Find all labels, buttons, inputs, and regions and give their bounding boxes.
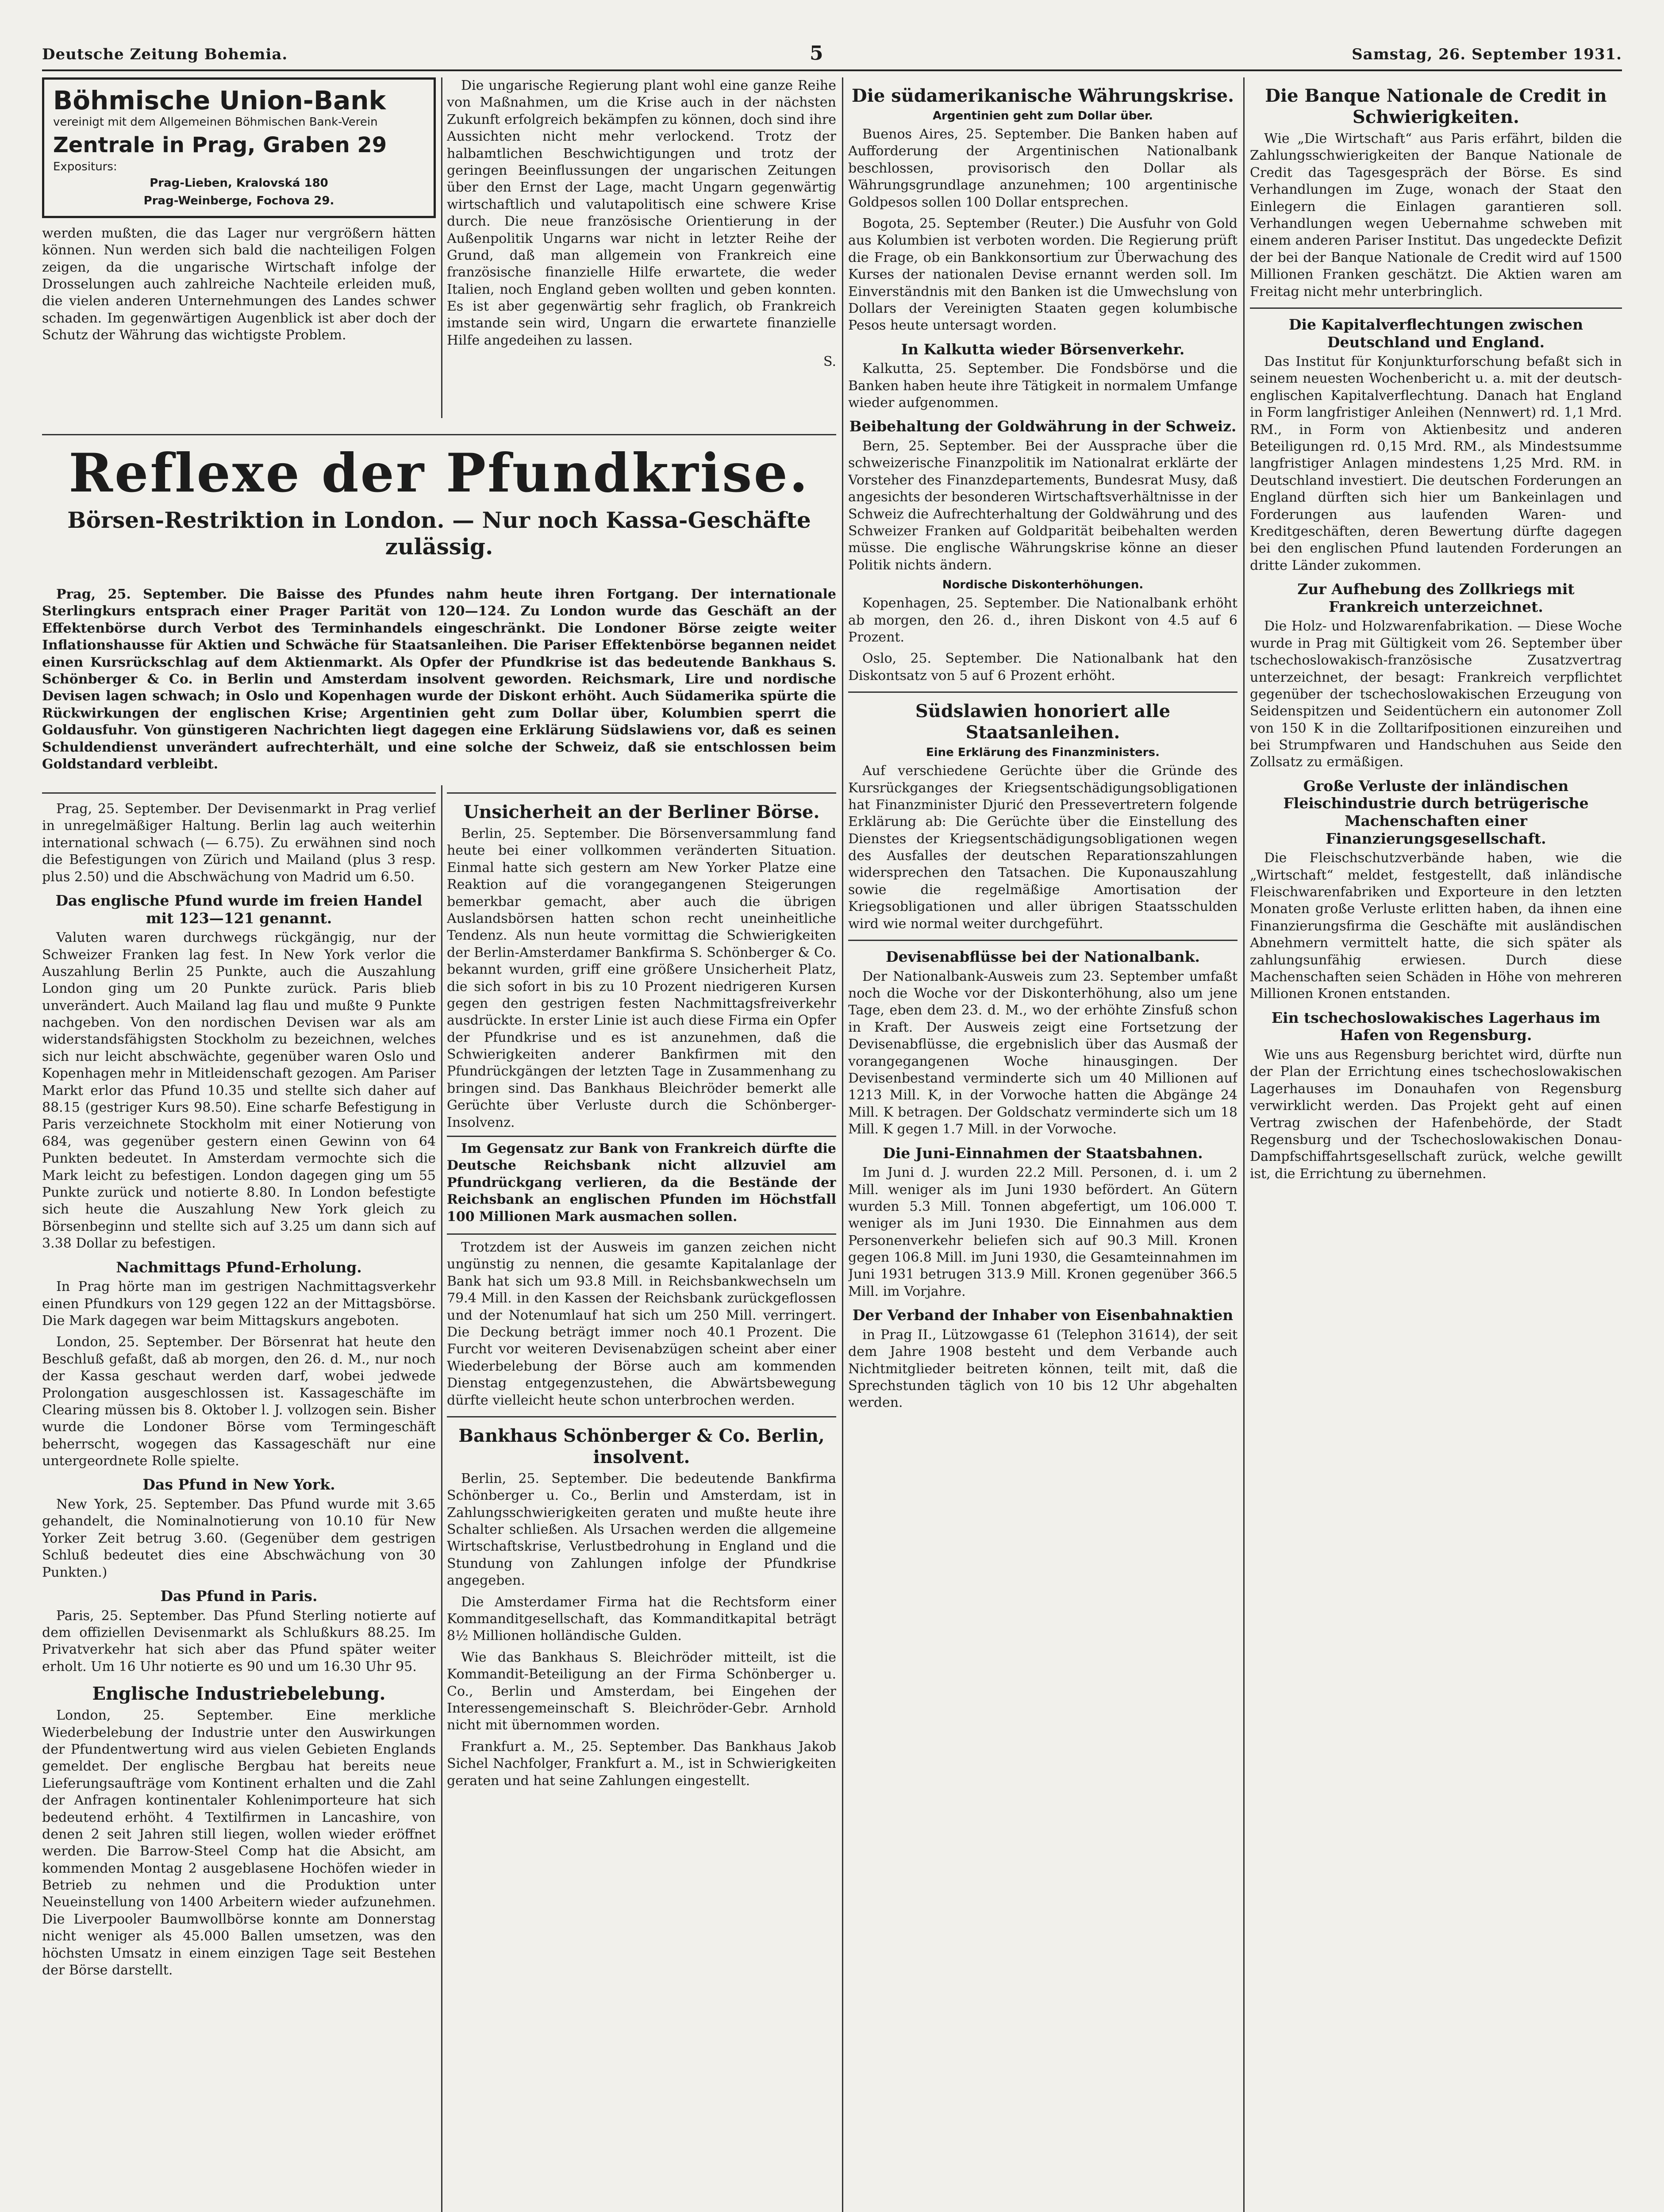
article-text: Berlin, 25. September. Die Börsenversammlung fand heute bei einer vollkommen veränderten Situation. Einmal hatte sich gestern am New Yorker Platze eine Reaktion auf die vorangegangenen Steigerungen bemerkbar gemacht, aber auch die übrigen Auslandsbörsen hatten schon recht uneinheitliche Tendenz. Als nun heute vormittag die Schwierigkeiten der Berlin-Amsterdamer Bankfirma S. Schönberger & Co. bekannt wurden, griff eine größere Unsicherheit Platz, die sich sofort in bis zu 10 Prozent niedrigeren Kursen gegen den gestrigen festen Nachmittagsfreiverkehr ausdrückte. In erster Linie ist auch diese Firma ein Opfer der Pfundkrise und es ist anzunehmen, daß die Schwierigkeiten anderer Bankfirmen mit den Pfundrückgängen der letzten Tage in Zusammenhang zu bringen sind. Das Bankhaus Bleichröder bemerkt alle Gerüchte über Verluste durch die Schönberger-Insolvenz. [447,826,836,1130]
article-text: Oslo, 25. September. Die Nationalbank hat den Diskontsatz von 5 auf 6 Prozent erhöht. [848,651,1237,684]
section-heading: Das Pfund in New York. [142,1476,335,1494]
section-heading: Bankhaus Schönberger & Co. Berlin, insolvent. [458,1425,825,1467]
article-text: In Prag hörte man im gestrigen Nachmittagsverkehr einen Pfundkurs von 129 gegen 122 an der Mittagsbörse. Die Mark dagegen war beim Mittagskurs angeboten. [42,1279,436,1329]
article-text: Paris, 25. September. Das Pfund Sterling notierte auf dem offiziellen Devisenmarkt als Schlußkurs 88.25. Im Privatverkehr hat sich aber das Pfund später weiter erholt. Um 16 Uhr notierte es 90 und um 16.30 Uhr 95. [42,1608,436,1674]
column-rule [1243,77,1245,2212]
main-subheadline: Börsen-Restriktion in London. — Nur noch Kassa-Geschäfte zulässig. [67,507,811,560]
article-text: Frankfurt a. M., 25. September. Das Bankhaus Jakob Sichel Nachfolger, Frankfurt a. M., ist in Schwierigkeiten geraten und hat seine Zahlungen eingestellt. [447,1739,836,1789]
article-text: Die ungarische Regierung plant wohl eine ganze Reihe von Maßnahmen, um die Krise auch in der nächsten Zukunft erfolgreich bekämpfen zu können, doch sind ihre Aussichten nicht mehr verlockend. Trotz der halbamtlichen Beschwichtigungen und trotz der geringen Beeinflussungen der ungarischen Zeitungen über den Ernst der Lage, macht Ungarn gegenwärtig wirtschaftlich und valutapolitisch eine schwere Krise durch. Die neue französische Orientierung in der Außenpolitik Ungarns war nicht in letzter Reihe der Grund, daß man allgemein von Frankreich eine französische finanzielle Hilfe erwartete, die weder Italien, noch England geben wollten und geben konnten. Es ist aber gegenwärtig sehr fraglich, ob Frankreich imstande sein wird, Ungarn die erwartete finanzielle Hilfe angedeihen zu lassen. [447,78,836,348]
article-text: Prag, 25. September. Der Devisenmarkt in Prag verlief in unregelmäßiger Haltung. Berlin lag auch weiterhin international schwach (— 6.75). Zu erwähnen sind noch die Befestigungen von Zürich und Mailand (plus 3 resp. plus 2.50) und die Abschwächung von Madrid um 6.50. [42,801,436,885]
section-heading: Devisenabflüsse bei der Nationalbank. [885,948,1200,966]
ad-branch-1: Prag-Lieben, Kralovská 180 [150,177,328,190]
separator [848,940,1237,941]
ad-subtitle: vereinigt mit dem Allgemeinen Böhmischen Bank-Verein [53,115,378,129]
ad-headquarters: Zentrale in Prag, Graben 29 [53,133,387,158]
highlight-text: Im Gegensatz zur Bank von Frankreich dürfte die Deutsche Reichsbank nicht allzuviel am Pfundrückgang verlieren, da die Bestände der Reichsbank an englischen Pfunden im Höchstfall 100 Millionen Mark ausmachen sollen. [447,1141,836,1225]
column-1-top [42,77,436,409]
section-subheading: Argentinien geht zum Dollar über. [932,109,1153,123]
article-text: Buenos Aires, 25. September. Die Banken haben auf Aufforderung der Argentinischen Nationalbank beschlossen, provisorisch den Dollar als Währungsgrundlage anzunehmen; 100 argentinische Goldpesos sollen 100 Dollar entsprechen. [848,127,1237,210]
article-text: Die Fleischschutzverbände haben, wie die „Wirtschaft“ meldet, festgestellt, daß inländische Fleischwarenfabriken und Exporteure in den letzten Monaten große Verluste erlitten haben, da ihnen eine Finanzierungsfirma die Geschäfte mit ausländischen Abnehmern vermittelt hatte, die sich später als zahlungsunfähig erwiesen. Durch diese Machenschaften seien Schäden in Höhe von mehreren Millionen Kronen entstanden. [1250,850,1622,1002]
article-text: werden mußten, die das Lager nur vergrößern hätten können. Nun werden sich bald die nachteiligen Folgen zeigen, da die ungarische Wirtschaft infolge der Drosselungen auch zahlreiche Nachteile erleiden muß, die vielen anderen Unternehmungen des Landes schwer schaden. Im gegenwärtigen Augenblick ist aber doch der Schutz der Währung das wichtigste Problem. [42,225,436,343]
article-text: Kalkutta, 25. September. Die Fondsbörse und die Banken haben heute ihre Tätigkeit in normalem Umfange wieder aufgenommen. [848,361,1237,411]
section-heading: Ein tschechoslowakisches Lagerhaus im Hafen von Regensburg. [1271,1009,1601,1044]
article-text: Das Institut für Konjunkturforschung befaßt sich in seinem neuesten Wochenbericht u. a. mit der deutsch-englischen Kapitalverflechtung. Danach hat England in Form langfristiger Anleihen (Nennwert) rd. 1,1 Mrd. RM., in Form von Aktienbesitz und anderen Beteiligungen rd. 0,15 Mrd. RM., als Mindestsumme langfristiger Anlagen mindestens 1,25 Mrd. RM. in Deutschland investiert. Die deutschen Forderungen an England dürften sich hier um Bankeinlagen und Forderungen aus laufenden Waren- und Kreditgeschäften, deren Bewertung dürfte dagegen bei den englischen Pfund lautenden Forderungen an dritte Länder zukommen. [1250,354,1622,573]
article-text: Der Nationalbank-Ausweis zum 23. September umfaßt noch die Woche vor der Diskonterhöhung, also um jene Tage, eben dem 23. d. M., wo der erhöhte Zinsfuß schon in Kraft. Der Ausweis zeigt eine Fortsetzung der Devisenabflüsse, die ergebnislich über das Ausmaß der vorangegangenen Woche hinausgingen. Der Devisenbestand verminderte sich um 40 Millionen auf 1213 Mill. K, in der Vorwoche hatten die Abgänge 24 Mill. K betragen. Der Goldschatz verminderte sich um 18 Mill. K gegen 1.7 Mill. in der Vorwoche. [848,968,1237,1137]
highlight-box [447,1136,836,1235]
section-heading: Die Banque Nationale de Credit in Schwierigkeiten. [1265,85,1607,127]
section-subheading: Nordische Diskonterhöhungen. [942,578,1144,592]
main-headline: Reflexe der Pfundkrise. [69,442,810,504]
article-text: London, 25. September. Der Börsenrat hat heute den Beschluß gefaßt, daß ab morgen, den 26. d. M., nur noch der Kassa geschaut werden darf, wobei jedwede Prolongation ausgeschlossen ist. Kassageschäfte im Clearing müssen bis 8. Oktober l. J. vollzogen sein. Bisher wurde die Londoner Börse vom Termingeschäft beherrscht, wogegen das Kassageschäft nur eine untergeordnete Rolle spielte. [42,1334,436,1469]
article-text: Valuten waren durchwegs rückgängig, nur der Schweizer Franken lag fest. In New York verlor die Auszahlung Berlin 25 Punkte, auch die Auszahlung London ging um 20 Punkte zurück. Paris blieb unverändert. Auch Mailand lag flau und mußte 9 Punkte nachgeben. Von den nordischen Devisen war als am widerstandsfähigsten Stockholm zu bezeichnen, welches sich nur leicht abschwächte, gegenüber waren Oslo und Kopenhagen mehr in Mitleidenschaft gezogen. Am Pariser Markt erlor das Pfund 10.35 und stellte sich daher auf 88.15 (gestriger Kurs 98.50). Eine scharfe Befestigung in Paris verzeichnete Stockholm mit einer Notierung von 684, was gegenüber gestern einen Gewinn von 64 Punkten bedeutet. In Amsterdam vermochte sich die Mark leicht zu befestigen. London dagegen ging um 55 Punkte zurück und notierte 8.80. In London befestigte sich heute die Auszahlung New York gleich zu Börsenbeginn und stellte sich auf 3.25 um dann sich auf 3.38 Dollar zu befestigen. [42,930,436,1252]
section-heading: Die Juni-Einnahmen der Staatsbahnen. [883,1144,1203,1162]
ad-branches-label: Expositurs: [53,160,117,174]
column-3 [848,77,1237,2212]
article-text: Auf verschiedene Gerüchte über die Gründe des Kursrückganges der Kriegsentschädigungsobligationen hat Finanzminister Djurić den Pressevertretern folgende Erklärung ab: Die Gerüchte über die Einstellung des Dienstes der Kriegsentschädigungsobligationen wegen des Ausfalles der deutschen Reparationszahlungen widersprechen den Tatsachen. Die Kuponauszahlung sowie die regelmäßige Amortisation der Kriegsobligationen und aller übrigen Staatsschulden wird wie normal weiter durchgeführt. [848,763,1237,932]
article-text: Wie uns aus Regensburg berichtet wird, dürfte nun der Plan der Errichtung eines tschechoslowakischen Lagerhauses im Donauhafen von Regensburg verwirklicht werden. Das Projekt geht auf einen Vertrag zwischen der Hafenbehörde, der Stadt Regensburg und der Tschechoslowakischen Donau-Dampfschiffahrtsgesellschaft zurück, welche gewillt ist, die Errichtung zu übernehmen. [1250,1047,1622,1182]
section-heading: Beibehaltung der Goldwährung in der Schweiz. [849,418,1237,435]
article-text: in Prag II., Lützowgasse 61 (Telephon 31614), der seit dem Jahre 1908 besteht und dem Verbande auch Nichtmitglieder beitreten können, teilt mit, daß die Sprechstunden täglich von 10 bis 12 Uhr abgehalten werden. [848,1327,1237,1411]
column-1 [42,785,436,2212]
section-heading: Südslawien honoriert alle Staatsanleihen. [915,701,1171,743]
article-text: New York, 25. September. Das Pfund wurde mit 3.65 gehandelt, die Nominalnotierung von 10.10 für New Yorker Zeit betrug 3.60. (Gegenüber dem gestrigen Schluß bedeutet dies eine Abschwächung von 30 Punkten.) [42,1497,436,1580]
column-rule [441,785,442,2212]
article-text: Wie das Bankhaus S. Bleichröder mitteilt, ist die Kommandit-Beteiligung an der Firma Schönberger u. Co., Berlin und Amsterdam, bei Eingehen der Interessengemeinschaft S. Bleichröder-Gebr. Arnhold nicht mit übernommen worden. [447,1649,836,1733]
lead-paragraph: Prag, 25. September. Die Baisse des Pfundes nahm heute ihren Fortgang. Der internationale Sterlingkurs entsprach einer Prager Parität von 120—124. Zu London wurde das Geschäft an der Effektenbörse durch Verbot des Terminhandels eingeschränkt. Die Londoner Börse zeigte weiter Inflationshausse für Aktien und Schwäche für Staatsanleihen. Die Pariser Effektenbörse begannen neidet einen Kursrückschlag auf dem Aktienmarkt. Als Opfer der Pfundkrise ist das bedeutende Bankhaus S. Schönberger & Co. in Berlin und Amsterdam insolvent geworden. Reichsmark, Lire und nordische Devisen lagen schwach; in Oslo und Kopenhagen wurde der Diskont erhöht. Auch Südamerika spürte die Rückwirkungen der englischen Krise; Argentinien geht zum Dollar über, Kolumbien sperrt die Goldausfuhr. Von günstigeren Nachrichten liegt dagegen eine Erklärung Südslawiens vor, daß es seinen Schuldendienst unverändert aufrechterhält, und eine solche der Schweiz, daß sie entschlossen beim Goldstandard verbleibt. [42,587,836,772]
bank-advertisement [42,77,436,218]
head-rule [42,69,1622,71]
separator [848,691,1237,693]
separator [447,1416,836,1417]
section-heading: Die Kapitalverflechtungen zwischen Deutschland und England. [1288,315,1583,351]
column-4 [1250,77,1622,2212]
article-text: Im Juni d. J. wurden 22.2 Mill. Personen, d. i. um 2 Mill. weniger als im Juni 1930 befördert. An Gütern wurden 5.3 Mill. Tonnen abgefertigt, um 106.000 T. weniger als im Juni 1930. Die Einnahmen aus dem Personenverkehr beliefen sich auf 90.3 Mill. Kronen gegen 106.8 Mill. im Juni 1930, die Gesamteinnahmen im Juni 1931 betrugen 313.9 Mill. Kronen gegenüber 366.5 Mill. im Vorjahre. [848,1165,1237,1299]
running-head [42,42,1622,69]
section-heading: Der Verband der Inhaber von Eisenbahnaktien [852,1306,1234,1324]
section-heading: Unsicherheit an der Berliner Börse. [463,802,820,822]
section-heading: Zur Aufhebung des Zollkriegs mit Frankreich unterzeichnet. [1297,580,1575,615]
column-rule [441,77,442,418]
section-heading: Nachmittags Pfund-Erholung. [116,1258,362,1276]
masthead-name: Deutsche Zeitung Bohemia. [42,46,288,63]
section-heading: Englische Industriebelebung. [92,1683,386,1705]
page-number: 5 [810,42,824,65]
column-rule [842,77,843,2212]
separator [42,792,436,794]
article-text: Bern, 25. September. Bei der Aussprache über die schweizerische Finanzpolitik im Nationalrat erklärte der Vorsteher des Finanzdepartements, Bundesrat Musy, daß angesichts der besonderen Wirtschaftsverhältnisse in der Schweiz die Aufrechterhaltung der Goldwährung und des Schweizer Franken auf Goldparität beibehalten werden müsse. Die englische Währungskrise könne an dieser Politik nichts ändern. [848,438,1237,573]
column-2 [447,785,836,2212]
author-signature: S. [823,354,836,370]
section-heading: Das englische Pfund wurde im freien Handel mit 123—121 genannt. [55,891,423,927]
article-text: London, 25. September. Eine merkliche Wiederbelebung der Industrie unter den Auswirkungen der Pfundentwertung wird aus vielen Gebieten Englands gemeldet. Der englische Bergbau hat bereits neue Lieferungsaufträge vom Kontinent erhalten und die Zahl der Anfragen kontinentaler Kohlenimporteure hat sich bedeutend erhöht. 4 Textilfirmen in Lancashire, von denen 2 seit Jahren still liegen, wollen wieder eröffnet werden. Die Barrow-Steel Comp hat die Absicht, am kommenden Montag 2 ausgeblasene Hochöfen wieder in Betrieb zu nehmen und die Produktion unter Neueinstellung von 1400 Arbeitern wieder aufzunehmen. Die Liverpooler Baumwollbörse konnte am Donnerstag nicht weniger als 45.000 Ballen umsetzen, was den höchsten Umsatz in einem einzigen Tage seit Bestehen der Börse darstellt. [42,1708,436,1978]
section-heading: Das Pfund in Paris. [160,1587,318,1605]
article-text: Kopenhagen, 25. September. Die Nationalbank erhöht ab morgen, den 26. d., ihren Diskont von 4.5 auf 6 Prozent. [848,595,1237,645]
separator [1250,307,1622,309]
main-headline-block [42,427,836,586]
newspaper-page [42,42,1622,2212]
section-heading: Große Verluste der inländischen Fleischindustrie durch betrügerische Machenschaften einer Finanzierungsgesellschaft. [1283,777,1589,847]
article-text: Wie „Die Wirtschaft“ aus Paris erfährt, bilden die Zahlungsschwierigkeiten der Banque Nationale de Credit das Tagesgespräch der Börse. Es sind Verhandlungen im Zuge, wonach der Staat den Einlegern die Einlagen garantieren soll. Verhandlungen wegen Uebernahme schweben mit einem anderen Pariser Institut. Das ungedeckte Defizit der bei der Banque Nationale de Credit wird auf 1500 Millionen Franken geschätzt. Die Aktien waren am Freitag nicht mehr unterbringlich. [1250,131,1622,300]
article-text: Die Amsterdamer Firma hat die Rechtsform einer Kommanditgesellschaft, das Kommanditkapital beträgt 8½ Millionen holländische Gulden. [447,1594,836,1644]
separator [447,792,836,794]
section-subheading: Eine Erklärung des Finanzministers. [926,746,1160,760]
article-text: Bogota, 25. September (Reuter.) Die Ausfuhr von Gold aus Kolumbien ist verboten worden. Die Regierung prüft die Frage, ob ein Bankkonsortium zur Überwachung des Kurses der nationalen Devise ernannt werden soll. Im Einverständnis mit den Banken ist die Umwechslung von Dollars der Vereinigten Staaten gegen kolumbische Pesos heute untersagt worden. [848,215,1237,334]
article-text: Die Holz- und Holzwarenfabrikation. — Diese Woche wurde in Prag mit Gültigkeit vom 26. September über tschechoslowakisch-französische Zusatzvertrag unterzeichnet, der besagt: Frankreich verpflichtet gegenüber der tschechoslowakischen Erzeugung von Seidenspitzen und Seidentüchern ein autonomer Zoll von 150 K in die Zolltarifpositionen einzureihen und bei Strumpfwaren und Handschuhen aus Seide den Zollsatz zu ermäßigen. [1250,618,1622,770]
ad-branch-2: Prag-Weinberge, Fochova 29. [143,194,334,208]
issue-date: Samstag, 26. September 1931. [1352,46,1622,63]
ad-bank-name: Böhmische Union-Bank [53,85,386,115]
separator [42,434,836,435]
article-text: Berlin, 25. September. Die bedeutende Bankfirma Schönberger u. Co., Berlin und Amsterdam, ist in Zahlungsschwierigkeiten geraten und mußte heute ihre Schalter schließen. Als Ursachen werden die allgemeine Wirtschaftskrise, Verlustbedrohung in England und die Stundung von Zahlungen infolge der Pfundkrise angegeben. [447,1471,836,1589]
article-text: Trotzdem ist der Ausweis im ganzen zeichen nicht ungünstig zu nennen, die gesamte Kapitalanlage der Bank hat sich um 93.8 Mill. in Reichsbankwechseln um 79.4 Mill. in den Kassen der Reichsbank zurückgeflossen und der Notenumlauf hat sich um 250 Mill. verringert. Die Deckung beträgt immer noch 40.1 Prozent. Die Furcht vor weiteren Devisenabzügen scheint aber einer Wiederbelebung der Börse auch am kommenden Dienstag entgegenzustehen, die Abwärtsbewegung dürfte vielleicht heute schon unterbrochen werden. [447,1239,836,1408]
section-heading: In Kalkutta wieder Börsenverkehr. [901,340,1185,358]
lead-paragraph-block [42,586,836,781]
column-2-top [447,77,836,409]
section-heading: Die südamerikanische Währungskrise. [851,85,1234,106]
